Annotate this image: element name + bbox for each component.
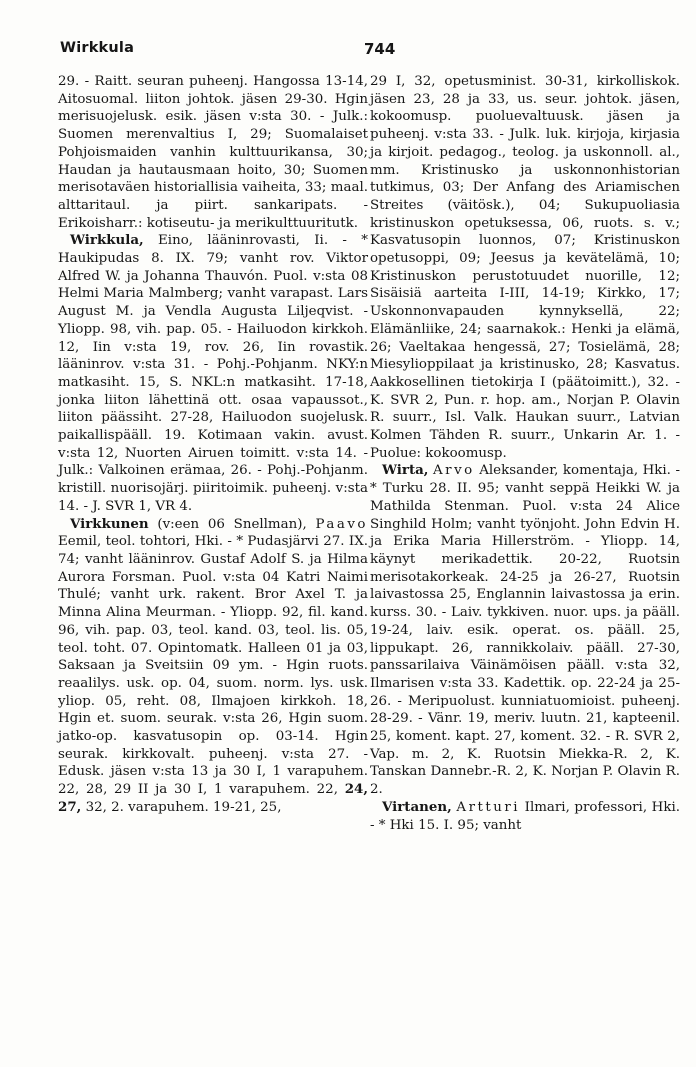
entry-headword: Virtanen, [382, 798, 452, 815]
entry-body: Eino, lääninrovasti, Ii. - * Haukipudas 8. IX. 79; vanht rov. Viktor Alfred W. ja Johanna Thauvón. Puol. v:sta 08 Helmi Maria Malmberg; vanht varapast. Lars August M. ja Vendla Augusta Liljeqvist. - Yliopp. 98, vih. pap. 05. - Hailuodon kirkkoh. 12, Iin v:sta 19, rov. 26, Iin rovastik. lääninrov. v:sta 31. - Pohj.-Pohjanm. NKY:n matkasiht. 15, S. NKL:n matkasiht. 17-18, jonka liiton lähettinä ott. osaa vapaussot., liiton päässiht. 27-28, Hailuodon suojelusk. paikallispääll. 19. Kotimaan vakin. avust. v:sta 12, Nuorten Airuen toimitt. v:sta 14. - Julk.: Valkoinen erämaa, 26. - Pohj.-Pohjanm. kristill. nuorisojärj. piiritoimik. puheenj. v:sta 14. - J. SVR 1, VR 4. [58, 233, 368, 514]
entry-spaced-firstname: Artturi [456, 799, 521, 815]
running-head: Wirkkula [60, 40, 135, 56]
entry-spaced-firstname: Paavo [315, 516, 368, 532]
entry-virkkunen-paavo [58, 516, 368, 817]
right-column [370, 73, 680, 834]
entry-bold-years: 24, 27, [58, 781, 368, 815]
entry-body-tail: 32, 2. varapuhem. 19-21, 25, [85, 799, 282, 815]
entry-body: Eemil, teol. tohtori, Hki. - * Pudasjärvi 27. IX. 74; vanht lääninrov. Gustaf Adolf S. ja Hilma Aurora Forsman. Puol. v:sta 04 Katri Naimi Thulé; vanht urk. rakent. Bror Axel T. ja Minna Alina Meurman. - Yliopp. 92, fil. kand. 96, vih. pap. 03, teol. kand. 03, teol. lis. 05, teol. toht. 07. Opintomatk. Halleen 01 ja 03, Saksaan ja Sveitsiin 09 ym. - Hgin ruots. reaalilys. usk. op. 04, suom. norm. lys. usk. yliop. 05, reht. 08, Ilmajoen kirkkoh. 18, Hgin et. suom. seurak. v:sta 26, Hgin suom. jatko-op. kasvatusopin op. 03-14. Hgin seurak. kirkkovalt. puheenj. v:sta 27. - Edusk. jäsen v:sta 13 ja 30 I, 1 varapuhem. 22, 28, 29 II ja 30 I, 1 varapuhem. 22, [58, 534, 368, 798]
entry-continuation: 29. - Raitt. seuran puheenj. Hangossa 13-14, Aitosuomal. liiton johtok. jäsen 29-30. Hgin merisuojelusk. esik. jäsen v:sta 30. - Julk.: Suomen merenvaltius I, 29; Suomalaiset Pohjoismaiden vanhin kulttuurikansa, 30; Haudan ja hautausmaan hoito, 30; Suomen merisotaväen historiallisia vaiheita, 33; maal. alttaritaul. ja piirt. sankaripats. - Erikoisharr.: kotiseutu- ja merikulttuuritutk. [58, 74, 368, 231]
entry-virtanen-artturi [370, 799, 680, 834]
entry-spaced-firstname: Arvo [433, 463, 475, 479]
entry-body: Ilmari, professori, Hki. - * Hki 15. I. 95; vanht [370, 799, 681, 833]
entry-headword: Wirta, [382, 462, 429, 479]
entry-continuation: 29 I, 32, opetusminist. 30-31, kirkolliskok. jäsen 23, 28 ja 33, us. seur. johtok. jäsen, kokoomusp. puoluevaltuusk. jäsen ja puheenj. v:sta 33. - Julk. luk. kirjoja, kirjasia ja kirjoit. pedagog., teolog. ja uskonnoll. al., mm. Kristinusko ja uskonnonhistorian tutkimus, 03; Der Anfang des Ariamischen Streites (väitösk.), 04; Sukupuoliasia kristinuskon opetuksessa, 06, ruots. s. v.; Kasvatusopin luonnos, 07; Kristinuskon opetusoppi, 09; Jeesus ja kevätelämä, 10; Kristinuskon perustotuudet nuorille, 12; Sisäisiä aarteita I-III, 14-19; Kirkko, 17; Uskonnonvapauden kynnyksellä, 22; Elämänliike, 24; saarnakok.: Henki ja elämä, 26; Vaeltakaa hengessä, 27; Tosielämä, 28; Miesylioppilaat ja kristinusko, 28; Kasvatus. Aakkosellinen tietokirja I (päätoimitt.), 32. - K. SVR 2, Pun. r. hop. am., Norjan P. Olavin R. suurr., Isl. Valk. Haukan suurr., Latvian Kolmen Tähden R. suurr., Unkarin Ar. 1. - Puolue: kokoomusp. [370, 74, 680, 461]
entry-headword: Virkkunen [70, 515, 149, 532]
entry-headword: Wirkkula, [70, 232, 144, 249]
entry-wirta-arvo [370, 462, 680, 798]
entry-body: Aleksander, komentaja, Hki. - * Turku 28. II. 95; vanht seppä Heikki W. ja Mathilda Stenman. Puol. v:sta 24 Alice Singhild Holm; vanht työnjoht. John Edvin H. ja Erika Maria Hillerström. - Yliopp. 14, käynyt merikadettik. 20-22, Ruotsin merisotakorkeak. 24-25 ja 26-27, Ruotsin laivastossa 25, Englannin laivastossa ja erin. kurss. 30. - Laiv. tykkiven. nuor. ups. ja pääll. 19-24, laiv. esik. operat. os. pääll. 25, lippukapt. 26, rannikkolaiv. pääll. 27-30, panssarilaiva Väinämöisen pääll. v:sta 32, Ilmarisen v:sta 33. Kadettik. op. 22-24 ja 25-26. - Meripuolust. kunniatuomioist. puheenj. 28-29. - Vänr. 19, meriv. luutn. 21, kapteenil. 25, koment. kapt. 27, koment. 32. - R. SVR 2, Vap. m. 2, K. Ruotsin Miekka-R. 2, K. Tanskan Dannebr.-R. 2, K. Norjan P. Olavin R. 2. [370, 463, 680, 798]
entry-former-name: (v:een 06 Snellman), [157, 516, 307, 532]
left-column [58, 73, 368, 817]
page-number: 744 [364, 40, 396, 58]
page-header [60, 40, 668, 64]
entry-wirkkula-eino [58, 232, 368, 515]
